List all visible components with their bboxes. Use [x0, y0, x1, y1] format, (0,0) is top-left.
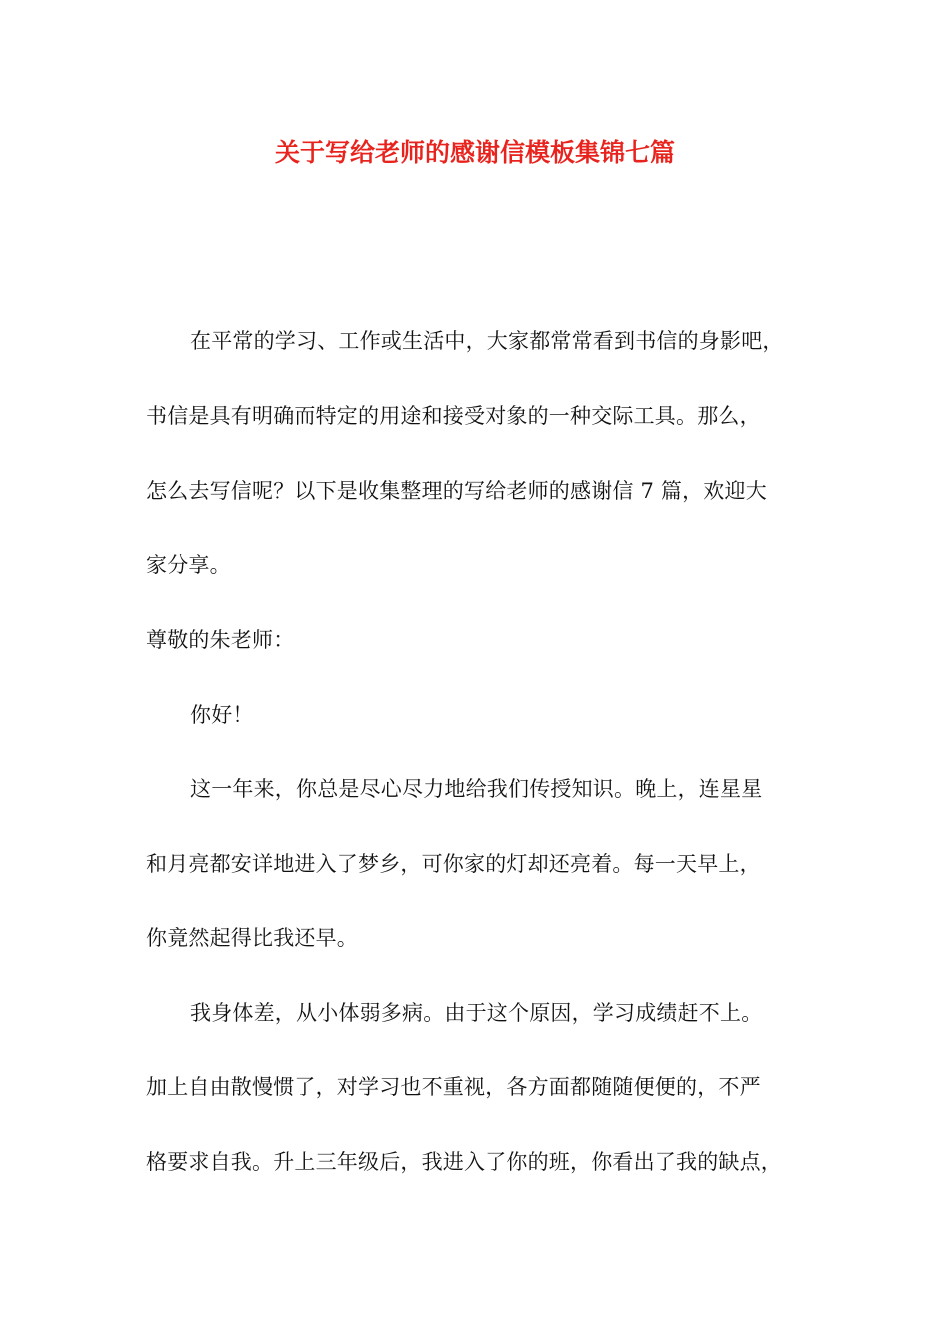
paragraph-line: 我身体差，从小体弱多病。由于这个原因，学习成绩赶不上。	[190, 1001, 763, 1025]
paragraph-line: 这一年来，你总是尽心尽力地给我们传授知识。晚上，连星星	[190, 777, 763, 801]
paragraph-line: 怎么去写信呢？以下是收集整理的写给老师的感谢信 7 篇，欢迎大	[146, 479, 767, 503]
paragraph-line: 格要求自我。升上三年级后，我进入了你的班，你看出了我的缺点，	[146, 1150, 782, 1174]
document-title: 关于写给老师的感谢信模板集锦七篇	[274, 138, 675, 167]
paragraph-line: 你竟然起得比我还早。	[146, 926, 358, 950]
paragraph-line: 加上自由散慢惯了，对学习也不重视，各方面都随随便便的，不严	[146, 1075, 761, 1099]
paragraph-line: 和月亮都安详地进入了梦乡，可你家的灯却还亮着。每一天早上，	[146, 852, 761, 876]
paragraph-line: 书信是具有明确而特定的用途和接受对象的一种交际工具。那么，	[146, 404, 761, 428]
paragraph-line: 家分享。	[146, 553, 231, 577]
greeting: 你好！	[190, 703, 254, 727]
paragraph-line: 在平常的学习、工作或生活中，大家都常常看到书信的身影吧，	[190, 329, 784, 353]
salutation: 尊敬的朱老师：	[146, 628, 295, 652]
